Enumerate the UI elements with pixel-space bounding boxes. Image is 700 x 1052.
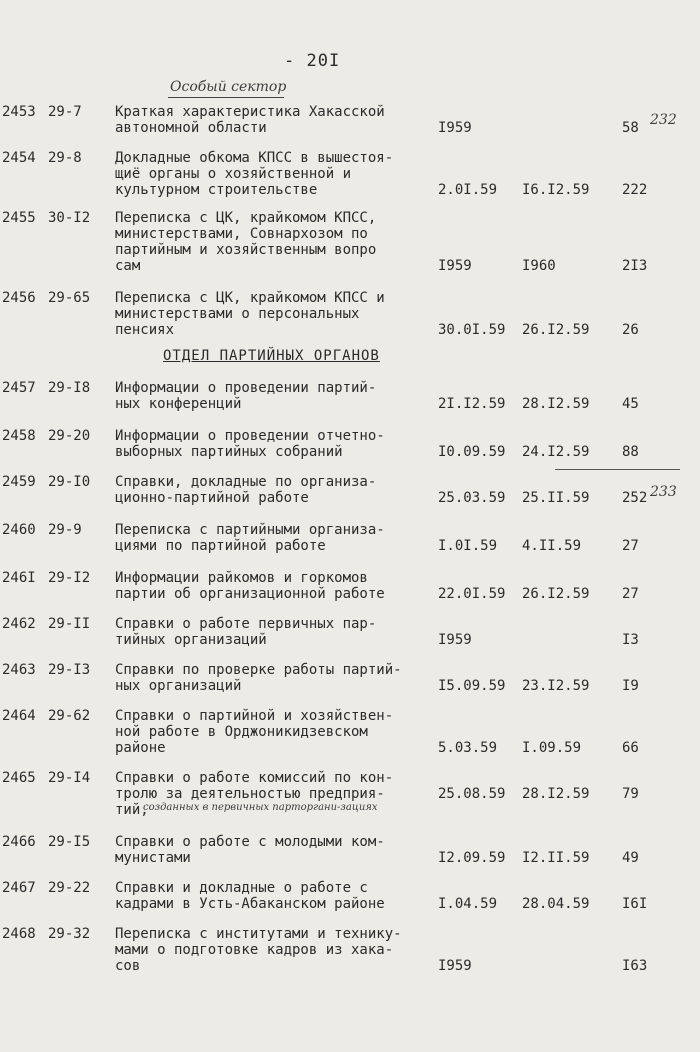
- page-count: 45: [622, 396, 639, 412]
- entry-description: [115, 104, 435, 136]
- entry-code: 29-I2: [48, 570, 91, 586]
- description-line: пенсиях: [115, 322, 175, 338]
- date-from: 30.0I.59: [438, 322, 506, 338]
- entry-description: [115, 662, 435, 694]
- description-line: циями по партийной работе: [115, 538, 326, 554]
- description-line: ционно-партийной работе: [115, 490, 309, 506]
- date-from: 22.0I.59: [438, 586, 506, 602]
- description-line: Докладные обкома КПСС в вышестоя-: [115, 150, 394, 166]
- date-from: I.0I.59: [438, 538, 498, 554]
- entry-code: 29-II: [48, 616, 91, 632]
- entry-description: [115, 616, 435, 648]
- description-line: Справки и докладные о работе с: [115, 880, 368, 896]
- divider-line: [555, 469, 680, 470]
- description-line: партии об организационной работе: [115, 586, 385, 602]
- date-from: I.04.59: [438, 896, 498, 912]
- description-line: ных организаций: [115, 678, 242, 694]
- entry-code: 29-I5: [48, 834, 91, 850]
- description-line: ных конференций: [115, 396, 242, 412]
- entry-code: 29-I4: [48, 770, 91, 786]
- page-count: 49: [622, 850, 639, 866]
- entry-description: [115, 834, 435, 866]
- entry-code: 30-I2: [48, 210, 91, 226]
- date-to: 4.II.59: [522, 538, 582, 554]
- description-line: автономной области: [115, 120, 267, 136]
- description-line: тролю за деятельностью предприя-: [115, 786, 385, 802]
- date-from: 25.03.59: [438, 490, 506, 506]
- description-line: сов: [115, 958, 141, 974]
- description-line: Справки о работе первичных пар-: [115, 616, 377, 632]
- date-from: 2.0I.59: [438, 182, 498, 198]
- page-count: I9: [622, 678, 639, 694]
- page-count: I63: [622, 958, 648, 974]
- entry-description: [115, 474, 435, 506]
- date-from: I0.09.59: [438, 444, 506, 460]
- page-number: - 20I: [284, 51, 341, 71]
- entry-number: 2468: [2, 926, 36, 942]
- description-line: министерствами о персональных: [115, 306, 360, 322]
- entry-description: [115, 570, 435, 602]
- page-count: 79: [622, 786, 639, 802]
- date-to: 28.I2.59: [522, 396, 590, 412]
- date-to: 28.I2.59: [522, 786, 590, 802]
- description-line: щиё органы о хозяйственной и: [115, 166, 352, 182]
- date-from: I959: [438, 120, 472, 136]
- entry-number: 2458: [2, 428, 36, 444]
- date-from: I959: [438, 958, 472, 974]
- entry-code: 29-I0: [48, 474, 91, 490]
- description-line: Справки о партийной и хозяйствен-: [115, 708, 394, 724]
- entry-number: 2465: [2, 770, 36, 786]
- margin-annotation: 232: [650, 112, 677, 128]
- page-count: I6I: [622, 896, 648, 912]
- section-underline: [168, 97, 284, 98]
- description-line: Переписка с ЦК, крайкомом КПСС и: [115, 290, 385, 306]
- date-from: I959: [438, 632, 472, 648]
- entry-description: [115, 290, 435, 338]
- page-count: 66: [622, 740, 639, 756]
- page-count: 2I3: [622, 258, 648, 274]
- section-heading-typed: ОТДЕЛ ПАРТИЙНЫХ ОРГАНОВ: [163, 348, 380, 364]
- entry-code: 29-62: [48, 708, 91, 724]
- date-to: I2.II.59: [522, 850, 590, 866]
- date-to: 25.II.59: [522, 490, 590, 506]
- page-count: 27: [622, 586, 639, 602]
- date-to: 26.I2.59: [522, 586, 590, 602]
- description-line: Краткая характеристика Хакасской: [115, 104, 385, 120]
- description-line: Информации райкомов и горкомов: [115, 570, 368, 586]
- date-from: I2.09.59: [438, 850, 506, 866]
- entry-description: [115, 880, 435, 912]
- description-line: сам: [115, 258, 141, 274]
- description-line: Справки о работе комиссий по кон-: [115, 770, 394, 786]
- page-count: 27: [622, 538, 639, 554]
- entry-code: 29-32: [48, 926, 91, 942]
- entry-description: [115, 926, 435, 974]
- entry-number: 2464: [2, 708, 36, 724]
- page-count: 58: [622, 120, 639, 136]
- description-line: Переписка с ЦК, крайкомом КПСС,: [115, 210, 377, 226]
- entry-description: [115, 428, 435, 460]
- entry-description: [115, 770, 435, 818]
- entry-description: [115, 708, 435, 756]
- date-to: 24.I2.59: [522, 444, 590, 460]
- description-line: партийным и хозяйственным вопро: [115, 242, 377, 258]
- date-to: I.09.59: [522, 740, 582, 756]
- entry-description: [115, 522, 435, 554]
- description-line: Информации о проведении отчетно-: [115, 428, 385, 444]
- description-line: Переписка с институтами и техникy-: [115, 926, 402, 942]
- date-from: 25.08.59: [438, 786, 506, 802]
- description-line: Справки по проверке работы партий-: [115, 662, 402, 678]
- description-line: мунистами: [115, 850, 191, 866]
- date-to: 23.I2.59: [522, 678, 590, 694]
- entry-number: 2462: [2, 616, 36, 632]
- page-count: 252: [622, 490, 648, 506]
- description-line: Переписка с партийными организа-: [115, 522, 385, 538]
- description-line: кадрами в Усть-Абаканском районе: [115, 896, 385, 912]
- page-count: I3: [622, 632, 639, 648]
- margin-annotation: 233: [650, 484, 677, 500]
- description-line: Справки, докладные по организа-: [115, 474, 377, 490]
- entry-number: 2456: [2, 290, 36, 306]
- description-line: ной работе в Орджоникидзевском: [115, 724, 368, 740]
- date-to: 28.04.59: [522, 896, 590, 912]
- entry-description: [115, 380, 435, 412]
- description-line: выборных партийных собраний: [115, 444, 343, 460]
- description-line: районе: [115, 740, 166, 756]
- entry-description: [115, 150, 435, 198]
- description-line: Справки о работе с молодыми ком-: [115, 834, 385, 850]
- entry-number: 2455: [2, 210, 36, 226]
- entry-number: 2463: [2, 662, 36, 678]
- entry-code: 29-I3: [48, 662, 91, 678]
- entry-number: 2466: [2, 834, 36, 850]
- section-heading-handwritten: Особый сектор: [170, 79, 287, 95]
- date-from: I959: [438, 258, 472, 274]
- date-from: 2I.I2.59: [438, 396, 506, 412]
- description-line: мами о подготовке кадров из хака-: [115, 942, 394, 958]
- entry-number: 2467: [2, 880, 36, 896]
- entry-number: 2460: [2, 522, 36, 538]
- page-count: 88: [622, 444, 639, 460]
- entry-number: 2454: [2, 150, 36, 166]
- date-from: 5.03.59: [438, 740, 498, 756]
- date-to: 26.I2.59: [522, 322, 590, 338]
- entry-number: 246I: [2, 570, 36, 586]
- description-line: тий,: [115, 802, 149, 818]
- description-line: культурном строительстве: [115, 182, 318, 198]
- entry-code: 29-9: [48, 522, 82, 538]
- handwritten-insert: созданных в первичных парторгани-зациях: [143, 802, 378, 813]
- description-line: министерствами, Совнархозом по: [115, 226, 368, 242]
- description-line: Информации о проведении партий-: [115, 380, 377, 396]
- entry-code: 29-22: [48, 880, 91, 896]
- description-line: тийных организаций: [115, 632, 267, 648]
- entry-code: 29-I8: [48, 380, 91, 396]
- page-count: 26: [622, 322, 639, 338]
- entry-code: 29-8: [48, 150, 82, 166]
- date-from: I5.09.59: [438, 678, 506, 694]
- entry-code: 29-65: [48, 290, 91, 306]
- entry-code: 29-20: [48, 428, 91, 444]
- page-count: 222: [622, 182, 648, 198]
- entry-number: 2457: [2, 380, 36, 396]
- entry-code: 29-7: [48, 104, 82, 120]
- entry-description: [115, 210, 435, 274]
- date-to: I960: [522, 258, 556, 274]
- date-to: I6.I2.59: [522, 182, 590, 198]
- entry-number: 2453: [2, 104, 36, 120]
- entry-number: 2459: [2, 474, 36, 490]
